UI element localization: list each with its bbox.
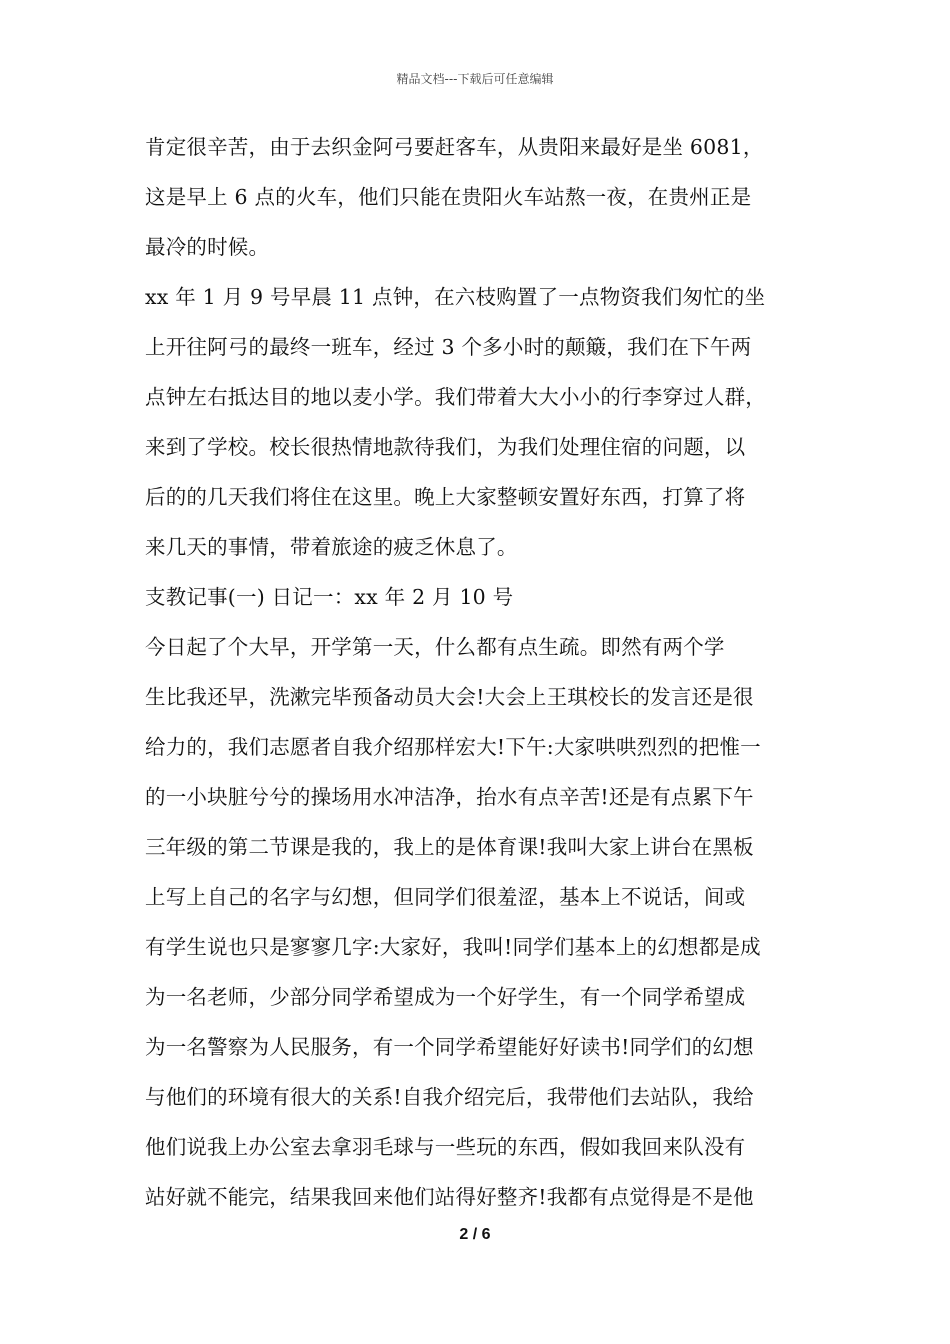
text-line: 站好就不能完，结果我回来他们站得好整齐!我都有点觉得是不是他 bbox=[145, 1185, 754, 1209]
text-line: 今日起了个大早，开学第一天，什么都有点生疏。即然有两个学 bbox=[145, 635, 725, 659]
text-line: 给力的，我们志愿者自我介绍那样宏大!下午:大家哄哄烈烈的把惟一 bbox=[145, 735, 761, 759]
section-heading: 支教记事(一) 日记一：xx 年 2 月 10 号 bbox=[145, 585, 514, 609]
text-line: 为一名警察为人民服务，有一个同学希望能好好读书!同学们的幻想 bbox=[145, 1035, 754, 1059]
text-line: 上开往阿弓的最终一班车，经过 3 个多小时的颠簸，我们在下午两 bbox=[145, 335, 752, 359]
text-line: 三年级的第二节课是我的，我上的是体育课!我叫大家上讲台在黑板 bbox=[145, 835, 754, 859]
text-line: 为一名老师，少部分同学希望成为一个好学生，有一个同学希望成 bbox=[145, 985, 746, 1009]
text-line: xx 年 1 月 9 号早晨 11 点钟，在六枝购置了一点物资我们匆忙的坐 bbox=[145, 285, 766, 309]
page-header: 精品文档---下载后可任意编辑 bbox=[396, 72, 554, 86]
text-line: 有学生说也只是寥寥几字:大家好，我叫!同学们基本上的幻想都是成 bbox=[145, 935, 761, 959]
text-line: 点钟左右抵达目的地以麦小学。我们带着大大小小的行李穿过人群， bbox=[145, 385, 766, 409]
text-line: 最冷的时候。 bbox=[145, 235, 270, 259]
text-line: 来几天的事情，带着旅途的疲乏休息了。 bbox=[145, 535, 518, 559]
document-body bbox=[145, 127, 817, 1227]
text-line: 上写上自己的名字与幻想，但同学们很羞涩，基本上不说话，间或 bbox=[145, 885, 746, 909]
text-line: 这是早上 6 点的火车，他们只能在贵阳火车站熬一夜，在贵州正是 bbox=[145, 185, 752, 209]
text-line: 来到了学校。校长很热情地款待我们，为我们处理住宿的问题，以 bbox=[145, 435, 746, 459]
text-line: 生比我还早，洗漱完毕预备动员大会!大会上王琪校长的发言还是很 bbox=[145, 685, 754, 709]
text-line: 后的的几天我们将住在这里。晚上大家整顿安置好东西，打算了将 bbox=[145, 485, 746, 509]
text-line: 他们说我上办公室去拿羽毛球与一些玩的东西，假如我回来队没有 bbox=[145, 1135, 746, 1159]
text-line: 与他们的环境有很大的关系!自我介绍完后，我带他们去站队，我给 bbox=[145, 1085, 754, 1109]
text-line: 的一小块脏兮兮的操场用水冲洁净，抬水有点辛苦!还是有点累下午 bbox=[145, 785, 754, 809]
page-number: 2 / 6 bbox=[459, 1226, 491, 1243]
text-line: 肯定很辛苦，由于去织金阿弓要赶客车，从贵阳来最好是坐 6081， bbox=[145, 135, 764, 159]
